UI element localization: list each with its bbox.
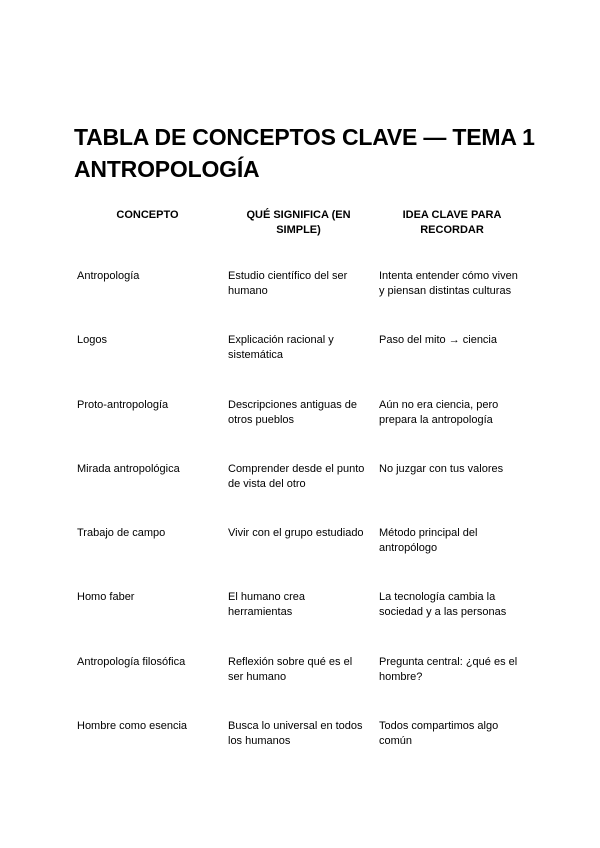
table-row	[72, 461, 530, 525]
meaning-cell: Vivir con el grupo estudiado	[228, 527, 364, 540]
key-idea-cell: No juzgar con tus valores	[379, 462, 504, 475]
header-idea-clave: IDEA CLAVE PARA RECORDAR	[402, 209, 502, 236]
table-row	[72, 654, 530, 718]
meaning-cell: Estudio científico del ser humano	[228, 270, 348, 297]
key-idea-cell: Paso del mito → ciencia	[379, 334, 497, 347]
concept-cell: Proto-antropología	[77, 398, 169, 411]
concept-cell: Trabajo de campo	[77, 527, 166, 540]
meaning-cell: Comprender desde el punto de vista del otro	[228, 462, 365, 490]
document-title: TABLA DE CONCEPTOS CLAVE — TEMA 1 ANTROPOLOGÍA	[74, 124, 535, 182]
concepts-table	[72, 206, 530, 782]
concept-cell: Antropología filosófica	[77, 655, 186, 668]
key-idea-cell: Todos compartimos algo común	[379, 720, 499, 748]
table-row	[72, 332, 530, 396]
key-idea-cell: Pregunta central: ¿qué es el hombre?	[379, 655, 518, 683]
concept-cell: Mirada antropológica	[77, 462, 180, 475]
meaning-cell: El humano crea herramientas	[228, 591, 306, 619]
meaning-cell: Explicación racional y sistemática	[228, 334, 334, 362]
concept-cell: Logos	[77, 334, 107, 347]
table-row	[72, 268, 530, 332]
key-idea-cell: La tecnología cambia la sociedad y a las personas	[379, 591, 507, 619]
meaning-cell: Reflexión sobre qué es el ser humano	[228, 655, 353, 683]
key-idea-cell: Aún no era ciencia, pero prepara la antropología	[379, 398, 499, 426]
table-header-row	[72, 206, 530, 268]
table-row	[72, 397, 530, 461]
header-concepto: CONCEPTO	[116, 209, 179, 221]
meaning-cell: Busca lo universal en todos los humanos	[228, 720, 363, 748]
key-idea-cell: Método principal del antropólogo	[379, 527, 478, 555]
table-row	[72, 589, 530, 653]
concept-cell: Hombre como esencia	[77, 720, 188, 733]
concept-cell: Homo faber	[77, 591, 135, 604]
key-idea-cell: Intenta entender cómo viven y piensan distintas culturas	[379, 270, 518, 297]
header-que-significa: QUÉ SIGNIFICA (EN SIMPLE)	[246, 209, 351, 236]
table-row	[72, 718, 530, 782]
meaning-cell: Descripciones antiguas de otros pueblos	[228, 398, 358, 426]
table-row	[72, 525, 530, 589]
concept-cell: Antropología	[77, 270, 140, 282]
